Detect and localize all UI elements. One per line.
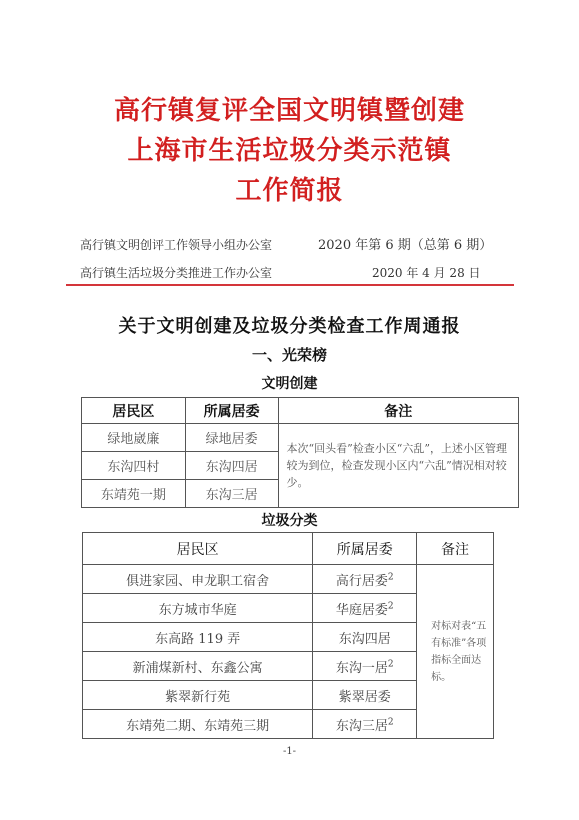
committee-name: 东沟三居 [335, 718, 388, 734]
table-header-row [82, 398, 519, 424]
red-divider [66, 284, 514, 286]
column-header: 所属居委 [185, 398, 278, 424]
committee-name: 高行居委 [335, 573, 388, 589]
cell-committee: 东沟四居 [185, 452, 278, 480]
cell-community: 绿地崴廉 [82, 424, 186, 452]
cell-committee [313, 565, 417, 594]
cell-community: 东靖苑二期、东靖苑三期 [83, 710, 313, 739]
column-header: 居民区 [83, 533, 313, 565]
document-title: 关于文明创建及垃圾分类检查工作周通报 [118, 316, 461, 337]
table1-caption: 文明创建 [261, 376, 318, 392]
cell-community: 俱进家园、申龙职工宿舍 [83, 565, 313, 594]
garbage-sorting-table [82, 532, 494, 739]
bulletin-title-line-1: 高行镇复评全国文明镇暨创建 [113, 96, 465, 126]
cell-committee [313, 681, 417, 710]
cell-committee [313, 710, 417, 739]
committee-name: 东沟四居 [338, 631, 391, 647]
cell-committee: 东沟三居 [185, 480, 278, 508]
issue-date: 2020 年 4 月 28 日 [372, 266, 481, 280]
committee-name: 东沟一居 [335, 660, 388, 676]
bulletin-title-line-3: 工作简报 [235, 176, 344, 206]
cell-committee [313, 594, 417, 623]
cell-committee [313, 623, 417, 652]
cell-community: 紫翠新行苑 [83, 681, 313, 710]
cell-community: 东方城市华庭 [83, 594, 313, 623]
cell-community: 东高路 119 弄 [83, 623, 313, 652]
cell-committee: 绿地居委 [185, 424, 278, 452]
table-row [82, 424, 519, 452]
cell-community: 东靖苑一期 [82, 480, 186, 508]
table2-caption: 垃圾分类 [261, 513, 318, 529]
table-row [83, 565, 494, 594]
cell-community: 新浦煤新村、东鑫公寓 [83, 652, 313, 681]
cell-remark: 本次“回头看”检查小区“六乱”，上述小区管理较为到位，检查发现小区内“六乱”情况相对较少。 [278, 424, 518, 508]
office-line-2: 高行镇生活垃圾分类推进工作办公室 [80, 266, 273, 280]
cell-remark: 对标对表“五有标准”各项指标全面达标。 [417, 565, 494, 739]
bulletin-title-line-2: 上海市生活垃圾分类示范镇 [127, 136, 452, 166]
section-heading: 一、光荣榜 [251, 346, 327, 364]
page-number: -1- [282, 746, 297, 757]
column-header: 备注 [417, 533, 494, 565]
committee-name: 华庭居委 [335, 602, 388, 618]
column-header: 居民区 [82, 398, 186, 424]
issue-number: 2020 年第 6 期（总第 6 期） [318, 238, 493, 253]
column-header: 备注 [278, 398, 518, 424]
table-header-row [83, 533, 494, 565]
office-line-1: 高行镇文明创评工作领导小组办公室 [80, 238, 273, 252]
cell-community: 东沟四村 [82, 452, 186, 480]
superscript: 2 [387, 601, 394, 612]
superscript: 2 [387, 717, 394, 728]
committee-name: 紫翠居委 [338, 689, 391, 705]
superscript: 2 [387, 572, 394, 583]
superscript: 2 [387, 659, 394, 670]
civilization-table [81, 397, 519, 508]
column-header: 所属居委 [313, 533, 417, 565]
cell-committee [313, 652, 417, 681]
